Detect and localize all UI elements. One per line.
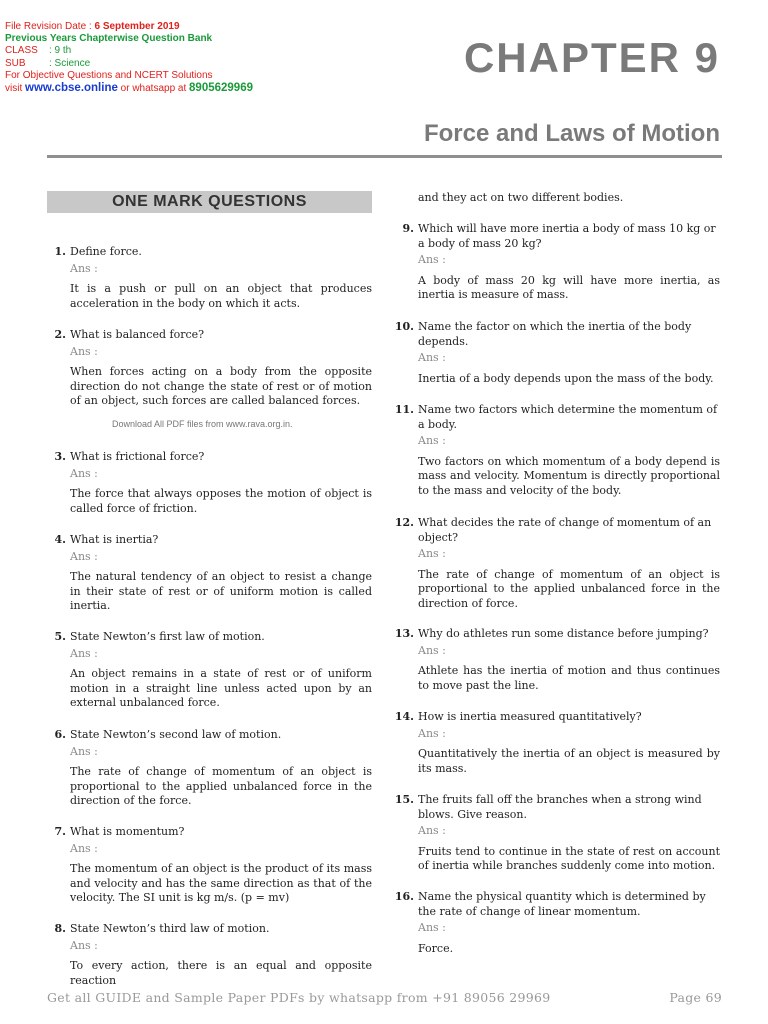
question-block: [54, 450, 372, 516]
question-block: [54, 630, 372, 711]
footer-text: Get all GUIDE and Sample Paper PDFs by whatsapp from +91 89056 29969: [47, 990, 551, 1005]
answer-text: Inertia of a body depends upon the mass of the body.: [418, 371, 714, 385]
question-block: [394, 320, 720, 386]
visit-label: visit: [5, 83, 25, 95]
question-text: State Newton’s first law of motion.: [70, 630, 265, 643]
question-block: [394, 516, 720, 611]
section-title: ONE MARK QUESTIONS: [47, 191, 372, 213]
question-text: Define force.: [70, 245, 142, 258]
question-text: What is frictional force?: [70, 450, 205, 463]
question-number: 5.: [54, 630, 66, 643]
answer-text: The rate of change of momentum of an object is proportional to the applied unbalanced force in the direction of force.: [418, 567, 720, 610]
question-number: 13.: [394, 627, 414, 640]
answer-text: The rate of change of momentum of an object is proportional to the applied unbalanced force in the direction of the force.: [70, 765, 372, 807]
question-block: [394, 627, 720, 693]
question-text: What is momentum?: [70, 825, 185, 838]
question-text: Why do athletes run some distance before jumping?: [418, 627, 709, 640]
chapter-title: CHAPTER 9: [463, 34, 720, 81]
answer-label: Ans :: [418, 351, 446, 364]
question-text: What is balanced force?: [70, 328, 205, 341]
page-footer: [47, 990, 722, 1005]
continued-text: and they act on two different bodies.: [418, 191, 624, 204]
answer-label: Ans :: [70, 744, 98, 758]
answer-text: Fruits tend to continue in the state of rest on account of inertia while branches suddenly come into motion.: [418, 844, 720, 872]
answer-text: Two factors on which momentum of a body depend is mass and velocity. Momentum is directly proportional to the mass and velocity of the body.: [418, 454, 720, 497]
question-number: 14.: [394, 710, 414, 723]
question-block: [394, 710, 720, 776]
subject-value: : Science: [49, 57, 91, 69]
question-number: 10.: [394, 320, 414, 333]
answer-text: A body of mass 20 kg will have more inertia, as inertia is measure of mass.: [418, 273, 720, 301]
header-divider: [47, 155, 722, 158]
question-text: Which will have more inertia a body of mass 10 kg or a body of mass 20 kg?: [418, 222, 716, 250]
question-bank-label: Previous Years Chapterwise Question Bank: [5, 33, 213, 45]
answer-label: Ans :: [418, 643, 446, 657]
answer-text: Athlete has the inertia of motion and thus continues to move past the line.: [418, 664, 720, 692]
answer-label: Ans :: [418, 434, 446, 447]
question-text: What is inertia?: [70, 533, 159, 546]
answer-label: Ans :: [70, 549, 98, 563]
question-number: 6.: [54, 728, 66, 741]
revision-date: 6 September 2019: [94, 21, 180, 32]
answer-label: Ans :: [418, 253, 446, 266]
answer-text: An object remains in a state of rest or of uniform motion in a straight line unless acted upon by an external unbalanced force.: [70, 667, 372, 709]
question-text: How is inertia measured quantitatively?: [418, 710, 642, 723]
question-number: 7.: [54, 825, 66, 838]
class-label: CLASS: [5, 45, 38, 57]
question-text: Name two factors which determine the momentum of a body.: [418, 403, 718, 431]
answer-label: Ans :: [418, 547, 446, 560]
question-number: 3.: [54, 450, 66, 463]
answer-text: The natural tendency of an object to resist a change in their state of rest or of uniform motion is called inertia.: [70, 570, 372, 612]
answer-label: Ans :: [70, 841, 98, 855]
phone-number: 8905629969: [189, 82, 253, 95]
subject-line: [5, 58, 335, 70]
answer-text: To every action, there is an equal and opposite reaction: [70, 959, 372, 987]
class-line: [5, 45, 335, 57]
answer-label: Ans :: [70, 261, 98, 275]
answer-text: The force that always opposes the motion of object is called force of friction.: [70, 487, 372, 515]
answer-text: It is a push or pull on an object that produces acceleration in the body on which it acts.: [70, 282, 372, 310]
revision-label: File Revision Date :: [5, 21, 95, 32]
question-number: 11.: [394, 403, 414, 416]
revision-line: [5, 21, 335, 33]
question-number: 12.: [394, 516, 414, 529]
answer-label: Ans :: [70, 646, 98, 660]
answer-text: The momentum of an object is the product of its mass and velocity and has the same direction as that of the velocity. The SI unit is kg m/s. (p = mv): [70, 862, 372, 904]
question-text: What decides the rate of change of momentum of an object?: [418, 516, 712, 544]
whatsapp-label: or whatsapp at: [117, 83, 190, 95]
answer-label: Ans :: [70, 938, 98, 952]
question-number: 2.: [54, 328, 66, 341]
answer-text: Quantitatively the inertia of an object is measured by its mass.: [418, 747, 720, 775]
question-block: [402, 222, 720, 303]
question-text: State Newton’s second law of motion.: [70, 728, 282, 741]
answer-label: Ans :: [418, 824, 446, 837]
class-value: : 9 th: [49, 45, 72, 57]
answer-label: Ans :: [418, 921, 446, 934]
question-block: [54, 922, 372, 988]
question-text: Name the factor on which the inertia of the body depends.: [418, 320, 692, 348]
subject-label: SUB: [5, 57, 26, 69]
answer-label: Ans :: [418, 726, 446, 740]
answer-label: Ans :: [70, 466, 98, 480]
question-number: 1.: [54, 245, 66, 258]
question-number: 4.: [54, 533, 66, 546]
question-block: [394, 890, 720, 956]
question-text: The fruits fall off the branches when a strong wind blows. Give reason.: [418, 793, 702, 821]
answer-text: When forces acting on a body from the opposite direction do not change the state of rest or of motion of an object, such forces are called balanced forces.: [70, 365, 372, 407]
question-block: [54, 328, 372, 409]
chapter-subtitle: Force and Laws of Motion: [423, 120, 720, 147]
download-note: Download All PDF files from www.rava.org.in.: [112, 419, 293, 429]
header-info: [5, 21, 335, 95]
question-number: 8.: [54, 922, 66, 935]
objective-note: For Objective Questions and NCERT Solutions: [5, 69, 213, 81]
question-number: 9.: [402, 222, 414, 235]
answer-text: Force.: [418, 941, 454, 955]
question-number: 16.: [394, 890, 414, 903]
answer-label: Ans :: [70, 344, 98, 358]
page-number: Page 69: [669, 990, 722, 1005]
question-text: State Newton’s third law of motion.: [70, 922, 270, 935]
question-block: [394, 793, 720, 874]
visit-line: [5, 82, 335, 95]
question-block: [54, 728, 372, 809]
question-block: [54, 245, 372, 311]
question-text: Name the physical quantity which is determined by the rate of change of linear momentum.: [418, 890, 706, 918]
question-number: 15.: [394, 793, 414, 806]
question-block: [54, 533, 372, 614]
question-block: [394, 403, 720, 498]
website-link[interactable]: www.cbse.online: [25, 82, 118, 95]
question-block: [54, 825, 372, 906]
